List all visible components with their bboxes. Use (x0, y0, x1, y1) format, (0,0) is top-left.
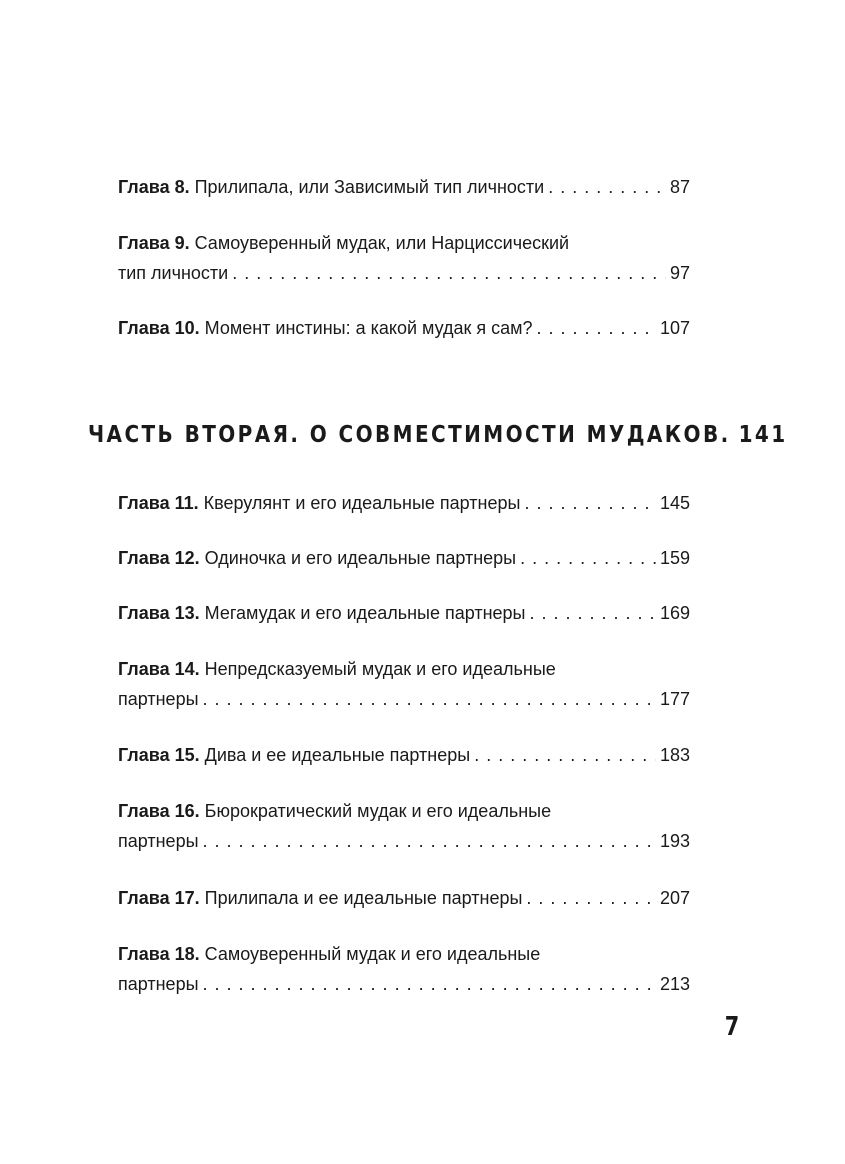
chapter-page: 97 (669, 263, 690, 283)
chapter-page: 87 (669, 177, 690, 197)
chapter-title: Одиночка и его идеальные партнеры (204, 548, 517, 568)
chapter-page: 107 (659, 318, 690, 338)
part-title: ЧАСТЬ ВТОРАЯ. О СОВМЕСТИМОСТИ МУДАКОВ. (88, 420, 731, 448)
toc-entry (118, 742, 690, 768)
chapter-label: Глава 18. (118, 944, 200, 964)
chapter-label: Глава 10. (118, 318, 200, 338)
toc-entry (118, 686, 690, 712)
chapter-title-continued: партнеры (118, 831, 199, 851)
chapter-page: 145 (659, 493, 690, 513)
dot-leader (203, 686, 656, 712)
chapter-title: Момент инстины: а какой мудак я сам? (204, 318, 533, 338)
part-heading (88, 420, 788, 452)
chapter-label: Глава 17. (118, 888, 200, 908)
chapter-title: Мегамудак и его идеальные партнеры (204, 603, 526, 623)
chapter-page: 193 (659, 831, 690, 851)
chapter-label: Глава 12. (118, 548, 200, 568)
chapter-label: Глава 8. (118, 177, 190, 197)
toc-entry (118, 490, 690, 516)
chapter-title-continued: тип личности (118, 263, 229, 283)
toc-entry (118, 315, 690, 341)
chapter-title-continued: партнеры (118, 974, 199, 994)
toc-entry (118, 260, 690, 286)
dot-leader (203, 828, 656, 854)
chapter-page: 213 (659, 974, 690, 994)
chapter-label: Глава 11. (118, 493, 199, 513)
toc-entry (118, 885, 690, 911)
toc-entry (118, 174, 690, 200)
chapter-title: Дива и ее идеальные партнеры (204, 745, 471, 765)
dot-leader (520, 545, 656, 571)
dot-leader (474, 742, 656, 768)
chapter-label: Глава 15. (118, 745, 200, 765)
toc-entry (118, 828, 690, 854)
dot-leader (548, 174, 666, 200)
part-page: 141 (738, 420, 788, 448)
toc-entry (118, 971, 690, 997)
dot-leader (530, 600, 656, 626)
toc-entry (118, 941, 690, 967)
dot-leader (232, 260, 666, 286)
toc-entry (118, 545, 690, 571)
chapter-page: 183 (659, 745, 690, 765)
toc-entry (118, 656, 690, 682)
dot-leader (203, 971, 656, 997)
toc-entry (118, 230, 690, 256)
chapter-title: Самоуверенный мудак и его идеальные (204, 944, 541, 964)
chapter-page: 207 (659, 888, 690, 908)
chapter-title: Кверулянт и его идеальные партнеры (203, 493, 521, 513)
page-number: 7 (724, 1012, 740, 1042)
chapter-title: Прилипала, или Зависимый тип личности (194, 177, 545, 197)
toc-entry (118, 798, 690, 824)
dot-leader (537, 315, 656, 341)
chapter-label: Глава 14. (118, 659, 200, 679)
chapter-page: 159 (659, 548, 690, 568)
chapter-title: Бюрократический мудак и его идеальные (204, 801, 552, 821)
chapter-title: Прилипала и ее идеальные партнеры (204, 888, 523, 908)
chapter-title: Самоуверенный мудак, или Нарциссический (194, 233, 570, 253)
chapter-page: 169 (659, 603, 690, 623)
chapter-page: 177 (659, 689, 690, 709)
chapter-title: Непредсказуемый мудак и его идеальные (204, 659, 556, 679)
dot-leader (524, 490, 656, 516)
chapter-title-continued: партнеры (118, 689, 199, 709)
toc-entry (118, 600, 690, 626)
chapter-label: Глава 9. (118, 233, 190, 253)
chapter-label: Глава 16. (118, 801, 200, 821)
dot-leader (526, 885, 656, 911)
chapter-label: Глава 13. (118, 603, 200, 623)
